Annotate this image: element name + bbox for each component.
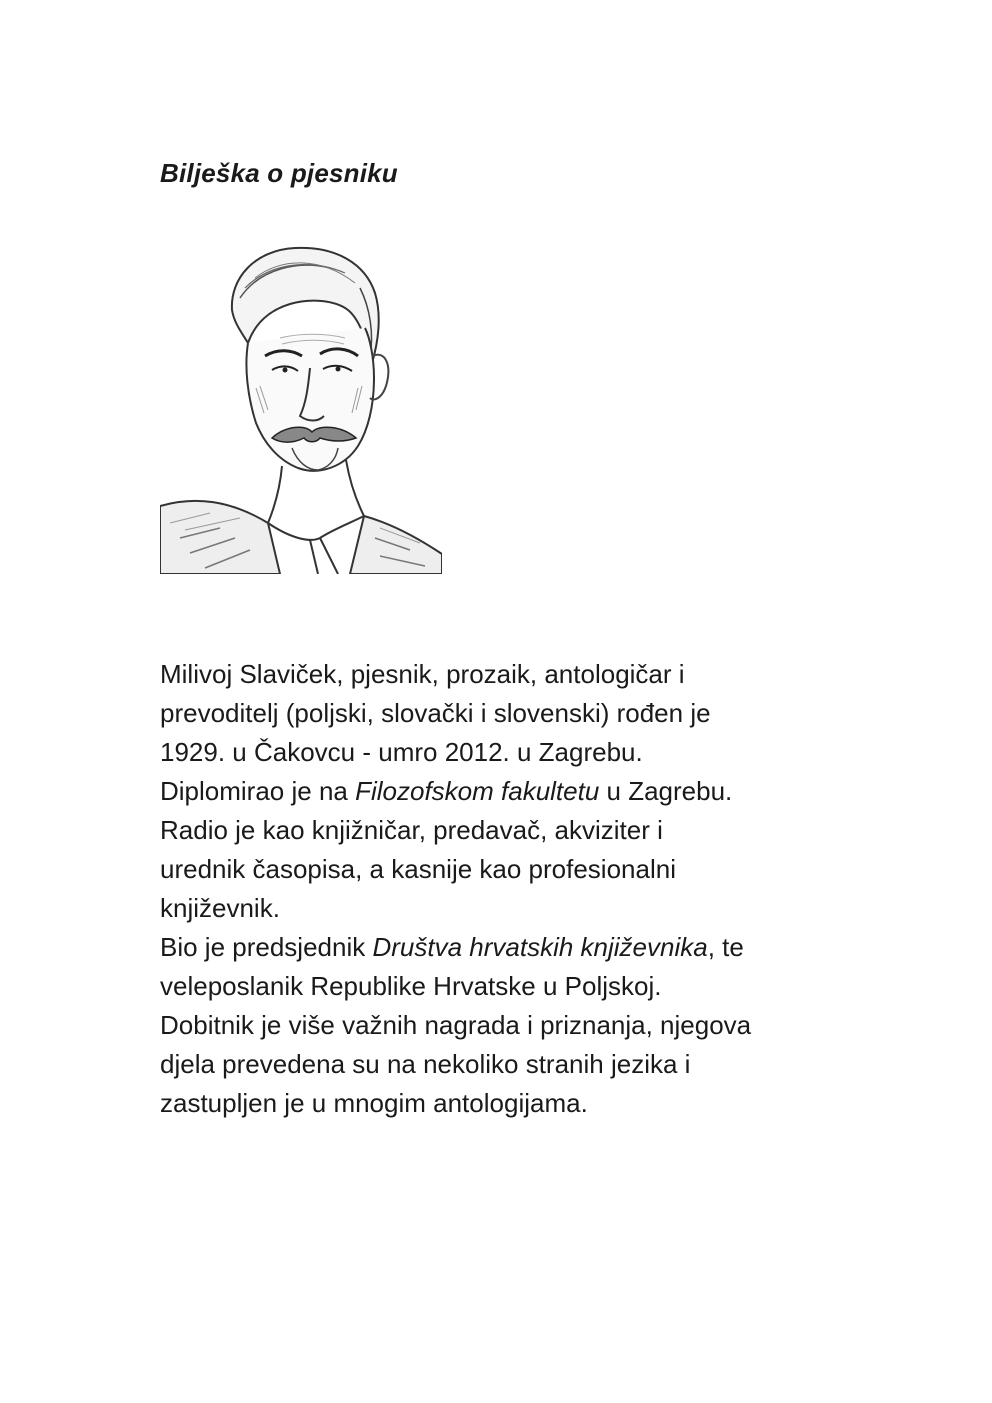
- bio-line-4-pre: Diplomirao je na: [160, 776, 356, 806]
- bio-line-9: veleposlanik Republike Hrvatske u Poljskoj.: [160, 971, 662, 1001]
- poet-portrait-sketch-icon: [160, 238, 442, 574]
- bio-line-8: [160, 928, 860, 967]
- bio-line-3: 1929. u Čakovcu - umro 2012. u Zagrebu.: [160, 737, 643, 767]
- society-name: Društva hrvatskih književnika: [372, 932, 708, 962]
- bio-line-8-pre: Bio je predsjednik: [160, 932, 373, 962]
- bio-line-2: prevoditelj (poljski, slovački i slovenski) rođen je: [160, 698, 711, 728]
- bio-line-12: zastupljen je u mnogim antologijama.: [160, 1088, 588, 1118]
- bio-line-10: Dobitnik je više važnih nagrada i priznanja, njegova: [160, 1010, 752, 1040]
- bio-line-6: urednik časopisa, a kasnije kao profesionalni: [160, 854, 676, 884]
- bio-line-11: djela prevedena su na nekoliko stranih jezika i: [160, 1049, 691, 1079]
- bio-line-8-post: , te: [707, 932, 744, 962]
- bio-line-4-post: u Zagrebu.: [599, 776, 733, 806]
- biography-text: [160, 655, 860, 1123]
- bio-line-4: [160, 772, 860, 811]
- bio-line-1: Milivoj Slaviček, pjesnik, prozaik, antologičar i: [160, 659, 685, 689]
- faculty-name: Filozofskom fakultetu: [355, 776, 600, 806]
- page-title: Bilješka o pjesniku: [160, 158, 398, 188]
- bio-line-7: književnik.: [160, 893, 280, 923]
- bio-line-5: Radio je kao knjižničar, predavač, akviziter i: [160, 815, 663, 845]
